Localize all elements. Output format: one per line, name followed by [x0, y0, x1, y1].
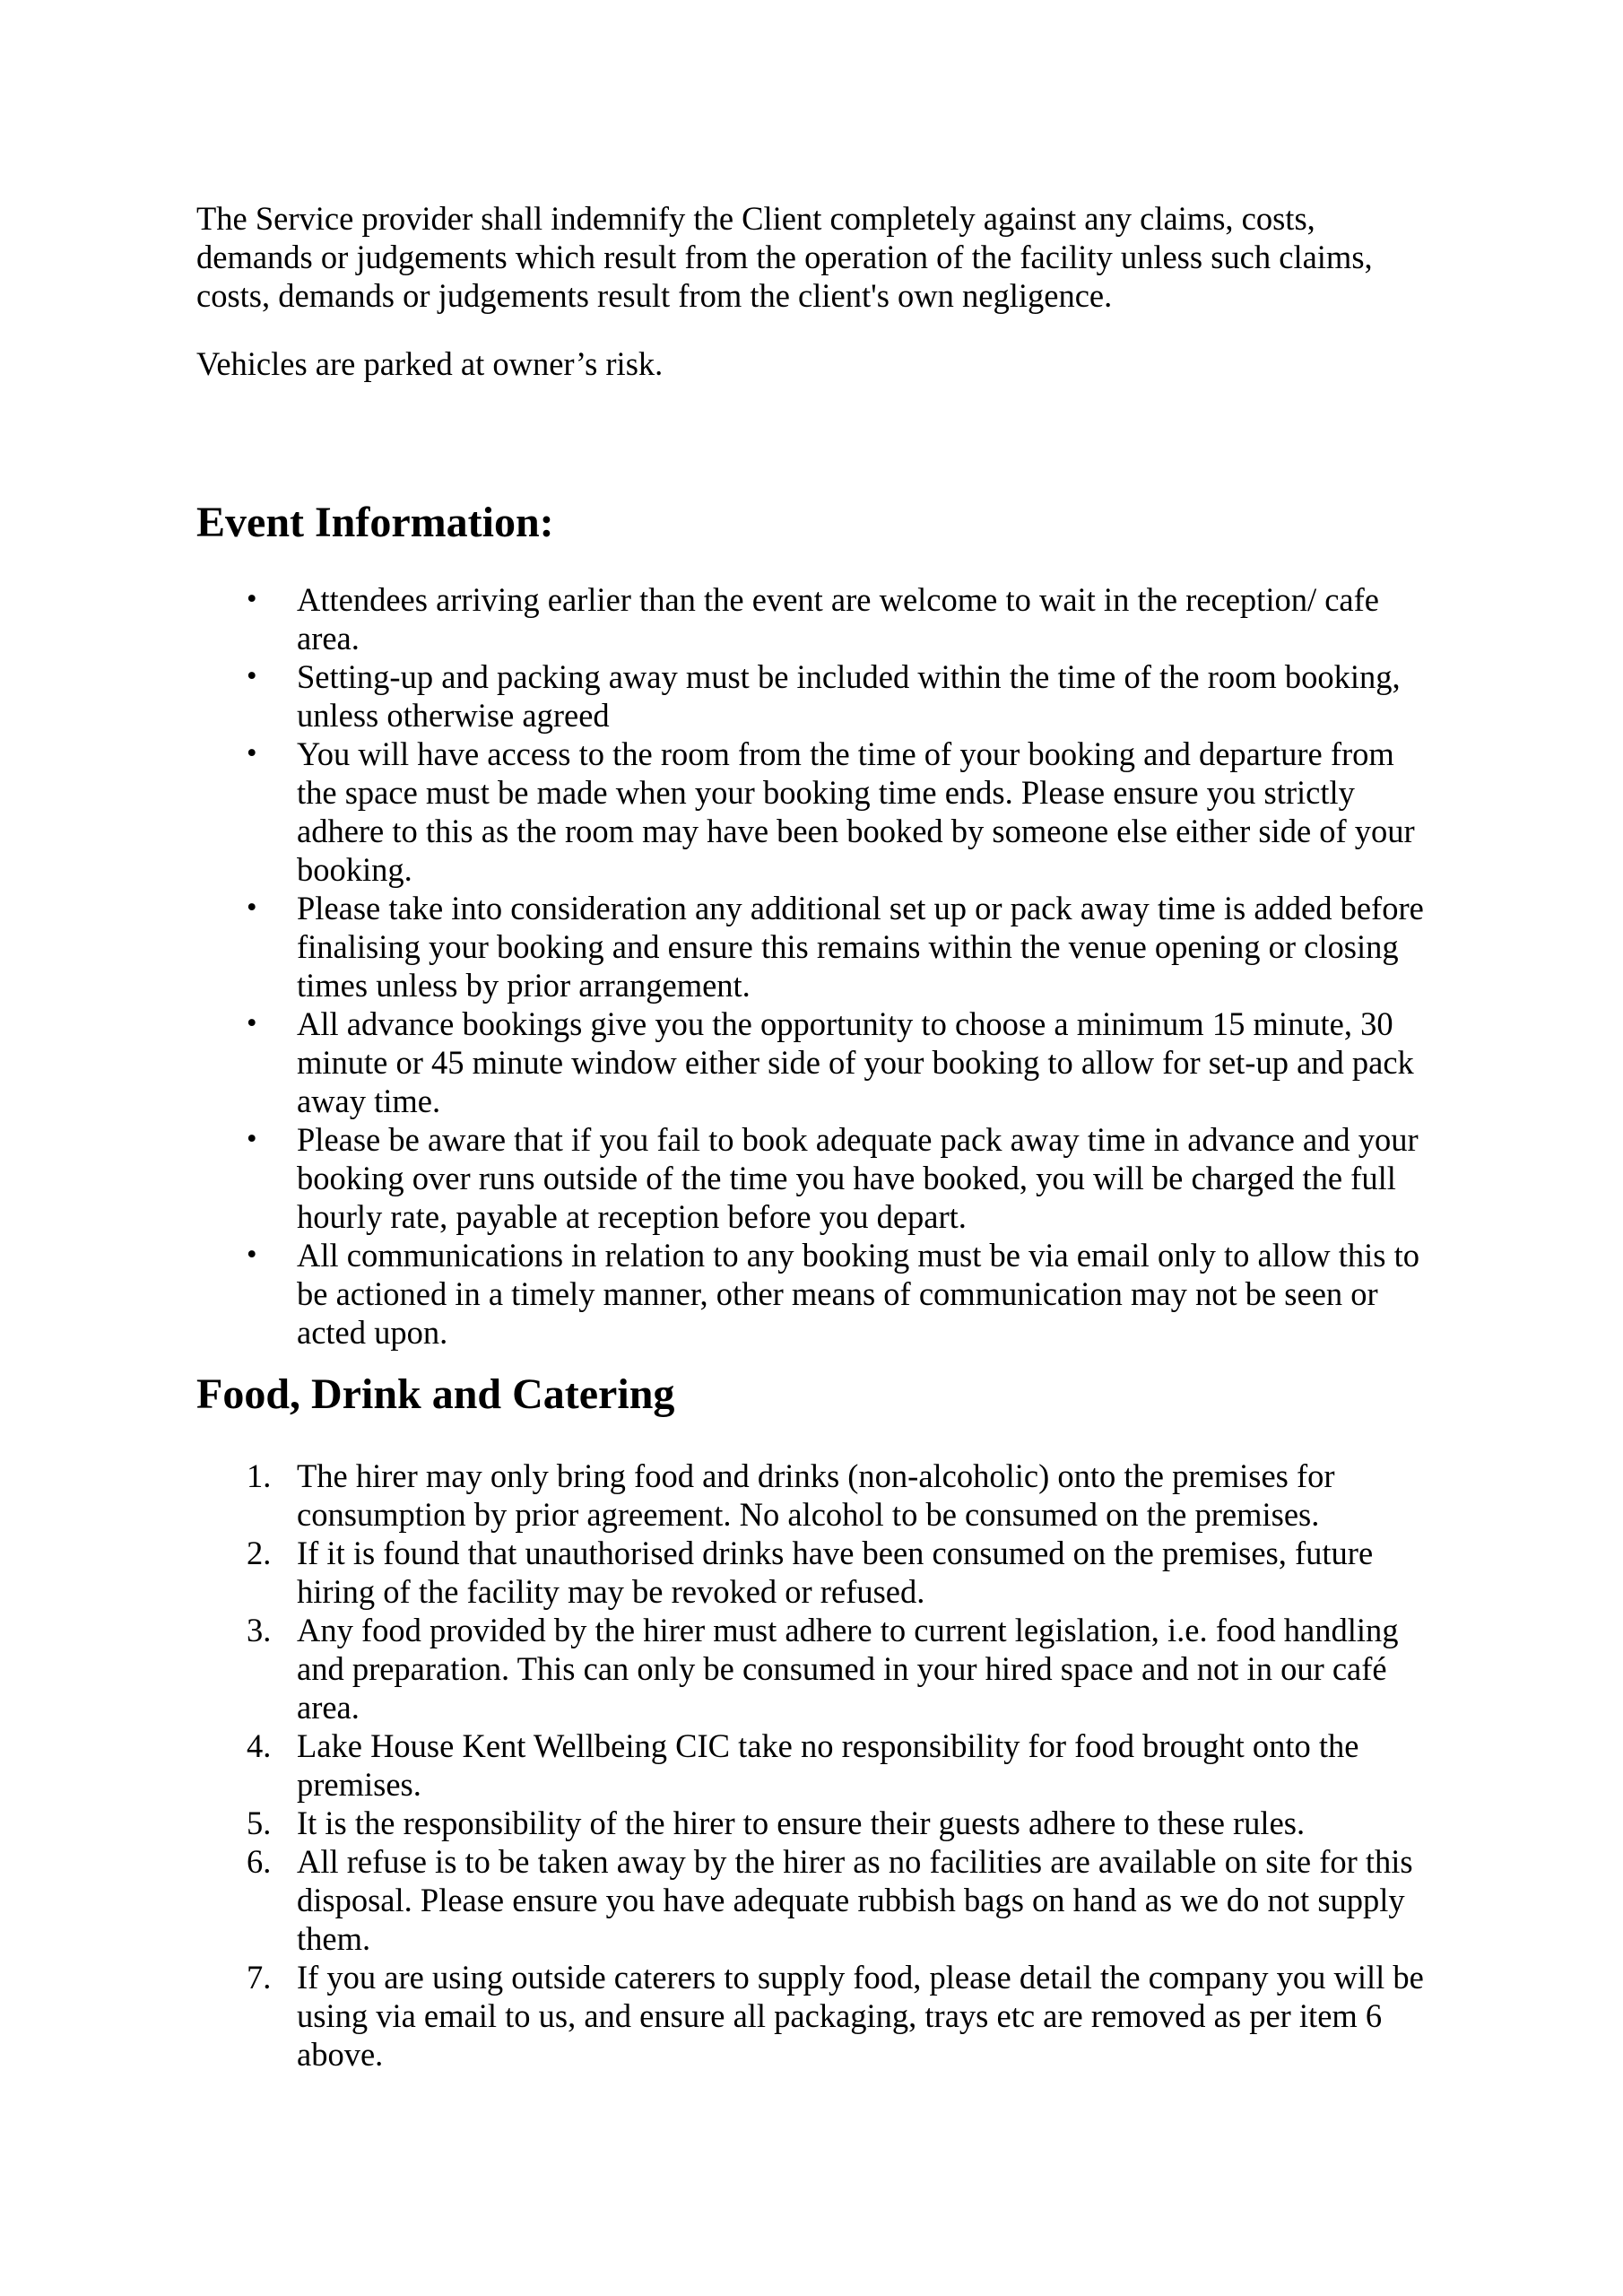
paragraph-vehicles-risk: Vehicles are parked at owner’s risk. [196, 345, 664, 382]
list-item [196, 1726, 1427, 1804]
list-item-text: Please be aware that if you fail to book adequate pack away time in advance and your booking over runs outside of the time you have booked, you will be charged the full hourly rate, payable at reception before you depart. [297, 1121, 1419, 1235]
list-item-text: If you are using outside caterers to supply food, please detail the company you will be using via email to us, and ensure all packaging, trays etc are removed as per item 6 above. [297, 1959, 1424, 2073]
number-marker: 4. [247, 1727, 272, 1764]
event-information-list [196, 580, 1427, 1352]
bullet-marker: • [247, 891, 257, 924]
list-item-text: You will have access to the room from the time of your booking and departure from the space must be made when your booking time ends. Please ensure you strictly adhere to this as the room may have been booked by someone else either side of your booking. [297, 735, 1415, 888]
list-item-text: Lake House Kent Wellbeing CIC take no responsibility for food brought onto the premises. [297, 1727, 1359, 1803]
list-item-text: All communications in relation to any booking must be via email only to allow this to be actioned in a timely manner, other means of communication may not be seen or acted upon. [297, 1237, 1419, 1351]
list-item [196, 1842, 1427, 1958]
list-item [196, 1457, 1427, 1534]
number-marker: 7. [247, 1959, 272, 1996]
list-item [196, 1004, 1427, 1120]
bullet-marker: • [247, 1123, 257, 1155]
bullet-marker: • [247, 1007, 257, 1039]
number-marker: 3. [247, 1612, 272, 1648]
list-item-text: All refuse is to be taken away by the hirer as no facilities are available on site for this disposal. Please ensure you have adequate rubbish bags on hand as we do not supply them. [297, 1843, 1413, 1957]
list-item [196, 889, 1427, 1004]
list-item-text: Attendees arriving earlier than the event are welcome to wait in the reception/ cafe area. [297, 581, 1379, 657]
heading-food-drink-catering: Food, Drink and Catering [196, 1370, 675, 1418]
list-item [196, 1236, 1427, 1352]
list-item [196, 1958, 1427, 2074]
list-item [196, 657, 1427, 735]
list-item-text: It is the responsibility of the hirer to ensure their guests adhere to these rules. [297, 1805, 1306, 1841]
number-marker: 6. [247, 1843, 272, 1880]
bullet-marker: • [247, 1239, 257, 1271]
paragraph-indemnity: The Service provider shall indemnify the Client completely against any claims, costs, demands or judgements which result from the operation of the facility unless such claims, costs, demands or judgements result from the client's own negligence. [196, 200, 1373, 314]
list-item-text: Any food provided by the hirer must adhere to current legislation, i.e. food handling and preparation. This can only be consumed in your hired space and not in our café area. [297, 1612, 1399, 1726]
list-item-text: The hirer may only bring food and drinks (non-alcoholic) onto the premises for consumption by prior agreement. No alcohol to be consumed on the premises. [297, 1457, 1335, 1533]
list-item [196, 1804, 1427, 1842]
bullet-marker: • [247, 737, 257, 770]
number-marker: 5. [247, 1805, 272, 1841]
number-marker: 1. [247, 1457, 272, 1494]
bullet-marker: • [247, 660, 257, 692]
list-item-text: All advance bookings give you the opportunity to choose a minimum 15 minute, 30 minute or 45 minute window either side of your booking to allow for set-up and pack away time. [297, 1005, 1414, 1119]
list-item-text: Please take into consideration any additional set up or pack away time is added before finalising your booking and ensure this remains within the venue opening or closing times unless by prior arrangement. [297, 890, 1424, 1004]
list-item [196, 1611, 1427, 1726]
food-drink-catering-list [196, 1457, 1427, 2074]
list-item-text: If it is found that unauthorised drinks have been consumed on the premises, future hiring of the facility may be revoked or refused. [297, 1535, 1374, 1610]
bullet-marker: • [247, 583, 257, 615]
list-item-text: Setting-up and packing away must be included within the time of the room booking, unless otherwise agreed [297, 658, 1401, 734]
number-marker: 2. [247, 1535, 272, 1571]
list-item [196, 735, 1427, 889]
heading-event-information: Event Information: [196, 499, 554, 546]
list-item [196, 580, 1427, 657]
list-item [196, 1534, 1427, 1611]
list-item [196, 1120, 1427, 1236]
